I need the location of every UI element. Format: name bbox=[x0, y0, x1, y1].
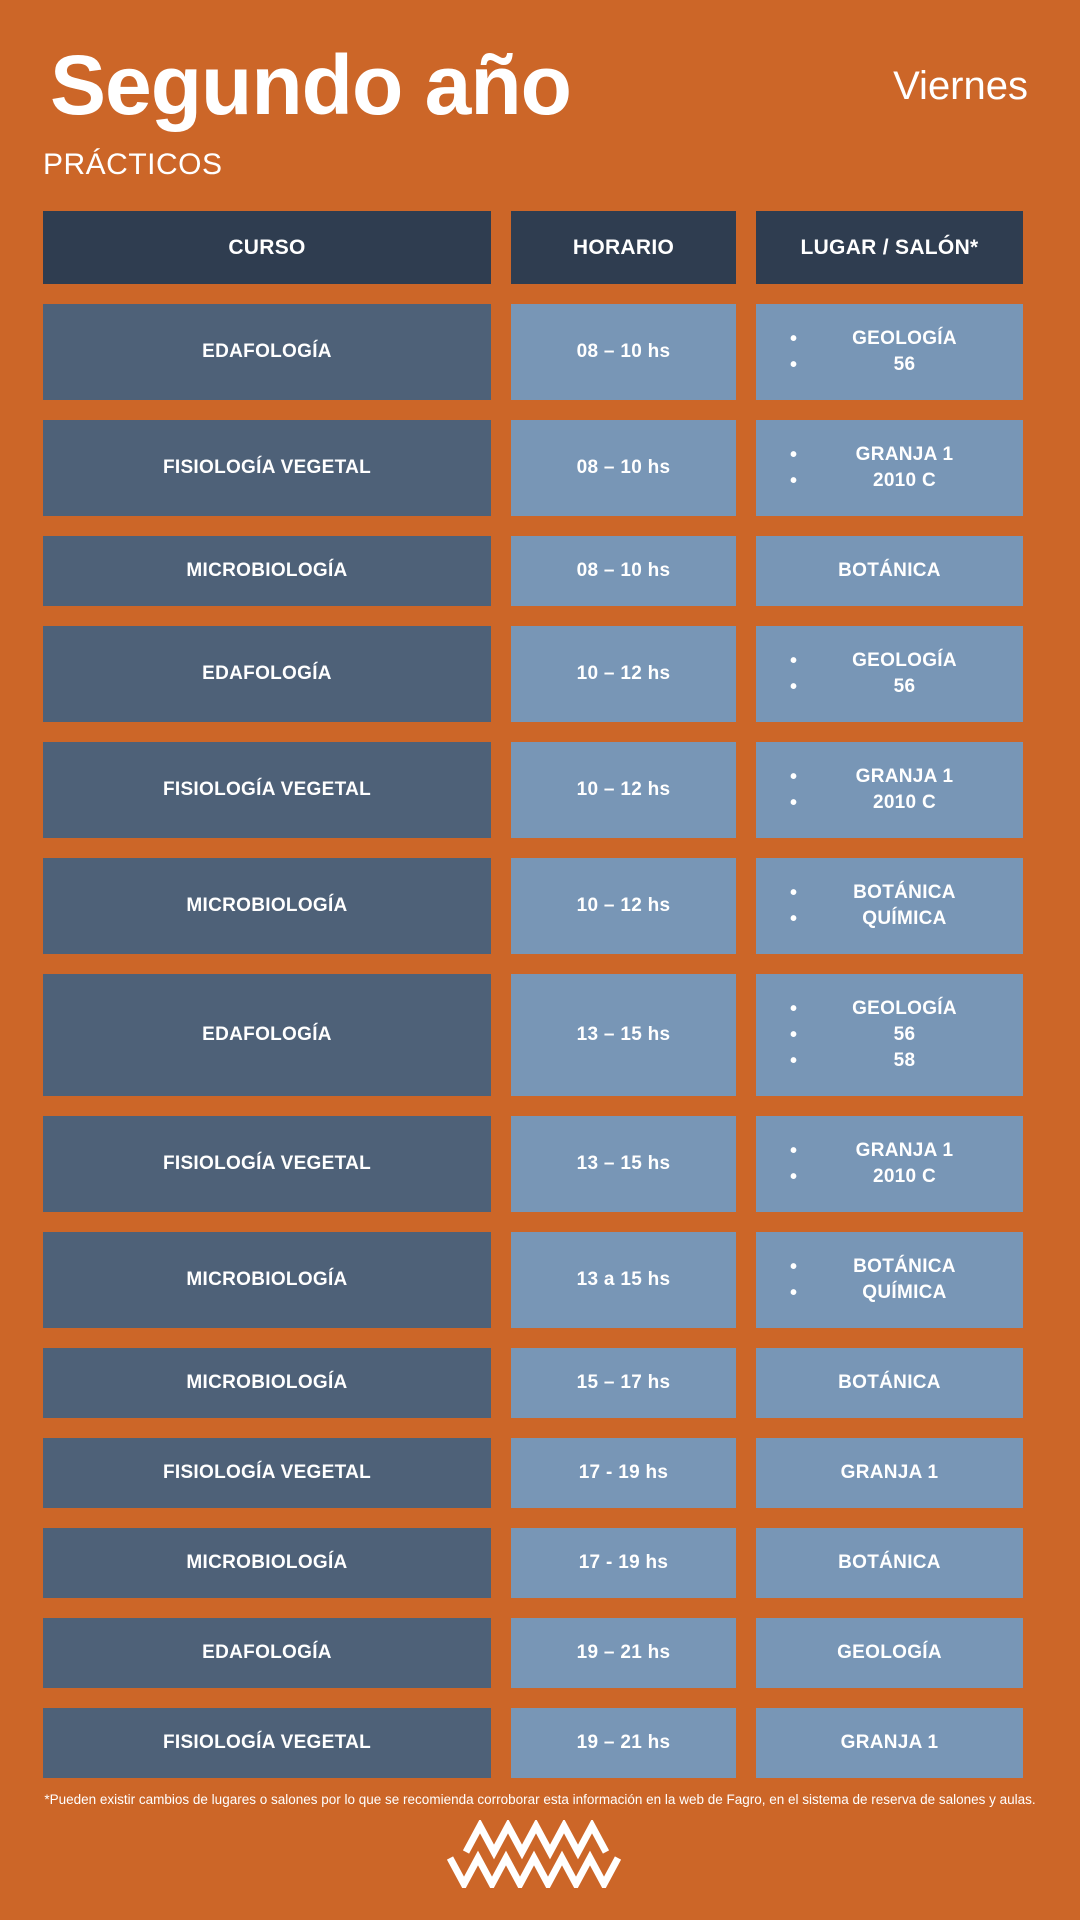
place-label: GRANJA 1 bbox=[840, 1462, 939, 1483]
place-list-item: • GRANJA 1 bbox=[756, 764, 1023, 790]
place-cell bbox=[756, 420, 1023, 516]
place-cell bbox=[756, 304, 1023, 400]
place-cell bbox=[756, 742, 1023, 838]
place-list-item: • GEOLOGÍA bbox=[756, 326, 1023, 352]
place-list-item: • 2010 C bbox=[756, 790, 1023, 816]
place-list-item: • GEOLOGÍA bbox=[756, 996, 1023, 1022]
place-cell bbox=[756, 1348, 1023, 1418]
place-list-item: • BOTÁNICA bbox=[756, 1254, 1023, 1280]
place-list-item: • GRANJA 1 bbox=[756, 1138, 1023, 1164]
place-cell bbox=[756, 974, 1023, 1096]
time-cell: 10 – 12 hs bbox=[511, 858, 736, 954]
course-cell: EDAFOLOGÍA bbox=[43, 1618, 491, 1688]
page-title: Segundo año bbox=[50, 38, 571, 132]
column-header-lugar: LUGAR / SALÓN* bbox=[756, 211, 1023, 284]
place-list-item: • BOTÁNICA bbox=[756, 880, 1023, 906]
course-cell: EDAFOLOGÍA bbox=[43, 974, 491, 1096]
column-header-curso: CURSO bbox=[43, 211, 491, 284]
place-list-item: • 2010 C bbox=[756, 1164, 1023, 1190]
place-list-item: • 56 bbox=[756, 674, 1023, 700]
course-cell: FISIOLOGÍA VEGETAL bbox=[43, 742, 491, 838]
place-label: GRANJA 1 bbox=[840, 1732, 939, 1753]
place-cell bbox=[756, 1618, 1023, 1688]
place-list bbox=[756, 648, 1023, 700]
place-label: GEOLOGÍA bbox=[837, 1642, 942, 1663]
time-cell: 17 - 19 hs bbox=[511, 1438, 736, 1508]
place-list bbox=[756, 996, 1023, 1074]
time-cell: 10 – 12 hs bbox=[511, 742, 736, 838]
course-cell: MICROBIOLOGÍA bbox=[43, 1348, 491, 1418]
course-cell: MICROBIOLOGÍA bbox=[43, 858, 491, 954]
place-label: BOTÁNICA bbox=[838, 560, 941, 581]
course-cell: MICROBIOLOGÍA bbox=[43, 536, 491, 606]
time-cell: 08 – 10 hs bbox=[511, 536, 736, 606]
time-cell: 17 - 19 hs bbox=[511, 1528, 736, 1598]
course-cell: MICROBIOLOGÍA bbox=[43, 1232, 491, 1328]
course-cell: FISIOLOGÍA VEGETAL bbox=[43, 420, 491, 516]
place-list-item: • 2010 C bbox=[756, 468, 1023, 494]
time-cell: 13 a 15 hs bbox=[511, 1232, 736, 1328]
place-list-item: • GEOLOGÍA bbox=[756, 648, 1023, 674]
place-cell bbox=[756, 858, 1023, 954]
footnote: *Pueden existir cambios de lugares o salones por lo que se recomienda corroborar esta información en la web de Fagro, en el sistema de reserva de salones y aulas. bbox=[44, 1792, 1036, 1807]
place-label: BOTÁNICA bbox=[838, 1552, 941, 1573]
course-cell: EDAFOLOGÍA bbox=[43, 304, 491, 400]
place-list bbox=[756, 880, 1023, 932]
place-cell bbox=[756, 626, 1023, 722]
column-header-horario: HORARIO bbox=[511, 211, 736, 284]
time-cell: 15 – 17 hs bbox=[511, 1348, 736, 1418]
place-list bbox=[756, 442, 1023, 494]
course-cell: EDAFOLOGÍA bbox=[43, 626, 491, 722]
place-list bbox=[756, 1254, 1023, 1306]
time-cell: 08 – 10 hs bbox=[511, 304, 736, 400]
time-cell: 10 – 12 hs bbox=[511, 626, 736, 722]
place-list bbox=[756, 326, 1023, 378]
place-cell bbox=[756, 1708, 1023, 1778]
place-cell bbox=[756, 1232, 1023, 1328]
place-list-item: • 56 bbox=[756, 1022, 1023, 1048]
section-label: PRÁCTICOS bbox=[43, 148, 223, 181]
place-label: BOTÁNICA bbox=[838, 1372, 941, 1393]
place-cell bbox=[756, 1116, 1023, 1212]
place-list bbox=[756, 764, 1023, 816]
place-list-item: • GRANJA 1 bbox=[756, 442, 1023, 468]
course-cell: MICROBIOLOGÍA bbox=[43, 1528, 491, 1598]
place-list-item: • QUÍMICA bbox=[756, 1280, 1023, 1306]
place-cell bbox=[756, 1438, 1023, 1508]
time-cell: 08 – 10 hs bbox=[511, 420, 736, 516]
place-list-item: • 56 bbox=[756, 352, 1023, 378]
course-cell: FISIOLOGÍA VEGETAL bbox=[43, 1116, 491, 1212]
time-cell: 13 – 15 hs bbox=[511, 974, 736, 1096]
day-label: Viernes bbox=[893, 64, 1028, 108]
course-cell: FISIOLOGÍA VEGETAL bbox=[43, 1438, 491, 1508]
place-cell bbox=[756, 536, 1023, 606]
place-cell bbox=[756, 1528, 1023, 1598]
place-list bbox=[756, 1138, 1023, 1190]
time-cell: 19 – 21 hs bbox=[511, 1708, 736, 1778]
place-list-item: • QUÍMICA bbox=[756, 906, 1023, 932]
time-cell: 13 – 15 hs bbox=[511, 1116, 736, 1212]
course-cell: FISIOLOGÍA VEGETAL bbox=[43, 1708, 491, 1778]
time-cell: 19 – 21 hs bbox=[511, 1618, 736, 1688]
zigzag-logo bbox=[446, 1820, 632, 1888]
place-list-item: • 58 bbox=[756, 1048, 1023, 1074]
